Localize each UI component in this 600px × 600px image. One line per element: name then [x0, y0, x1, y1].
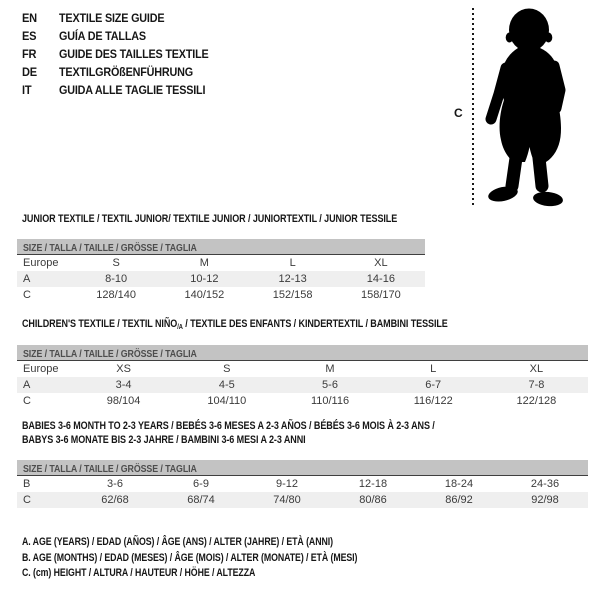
language-code: ES: [22, 29, 37, 43]
size-cell: 116/122: [413, 395, 453, 407]
junior-table-title: [22, 213, 397, 227]
size-cell: 68/74: [187, 494, 215, 506]
row-label: C: [23, 494, 31, 506]
size-cell: 14-16: [366, 273, 395, 285]
table-title-segment: JUNIOR TEXTILE / TEXTIL JUNIOR/ TEXTILE JUNIOR / JUNIORTEXTIL / JUNIOR TESSILE: [22, 213, 398, 225]
size-cell: M: [325, 363, 335, 375]
language-title: GUÍA DE TALLAS: [59, 29, 146, 43]
size-cell: 158/170: [360, 289, 401, 301]
table-row-c: [17, 492, 588, 508]
table-row-a: [17, 271, 425, 287]
size-cell: 8-10: [105, 273, 128, 285]
row-label: A: [23, 379, 31, 391]
junior-size-table: [17, 239, 425, 303]
row-label: C: [23, 289, 31, 301]
size-cell: 10-12: [190, 273, 219, 285]
language-row: [22, 63, 225, 81]
row-label: Europe: [23, 363, 59, 375]
table-row-c: [17, 287, 425, 303]
legend-line: A. AGE (YEARS) / EDAD (AÑOS) / ÂGE (ANS) / ALTER (JAHRE) / ETÀ (ANNI): [22, 536, 333, 548]
size-cell: 24-36: [530, 478, 560, 490]
measure-legend: [22, 535, 441, 582]
height-measure-label: C: [454, 106, 463, 120]
babies-size-table: [17, 460, 588, 508]
size-header-bar: [17, 345, 588, 361]
junior-table-rows: [17, 255, 425, 303]
size-cell: XS: [116, 363, 131, 375]
language-row: [22, 81, 225, 99]
size-cell: 122/128: [516, 395, 557, 407]
size-cell: S: [223, 363, 231, 375]
size-cell: 7-8: [528, 379, 545, 391]
row-label: C: [23, 395, 31, 407]
row-label: A: [23, 273, 31, 285]
table-row-a: [17, 377, 588, 393]
size-cell: 110/116: [310, 395, 350, 407]
size-cell: 80/86: [359, 494, 387, 506]
size-cell: L: [430, 363, 437, 375]
size-cell: 92/98: [531, 494, 559, 506]
row-label: B: [23, 478, 31, 490]
table-title-segment: CHILDREN'S TEXTILE / TEXTIL NIÑO: [22, 318, 178, 330]
size-cell: 5-6: [322, 379, 338, 391]
language-row: [22, 45, 225, 63]
size-cell: 3-6: [107, 478, 123, 490]
table-title-line: [22, 434, 435, 448]
language-title: GUIDA ALLE TAGLIE TESSILI: [59, 83, 206, 97]
table-title-line: [22, 213, 397, 227]
size-cell: 9-12: [275, 478, 299, 490]
size-cell: 6-7: [425, 379, 442, 391]
size-header-label: SIZE / TALLA / TAILLE / GRÖSSE / TAGLIA: [23, 463, 197, 475]
table-row-b: [17, 476, 588, 492]
size-cell: 128/140: [96, 289, 136, 301]
language-code: FR: [22, 47, 37, 61]
size-cell: XL: [529, 363, 544, 375]
size-cell: S: [112, 257, 120, 269]
size-cell: 74/80: [273, 494, 301, 506]
size-cell: 98/104: [106, 395, 141, 407]
size-cell: 12-13: [278, 273, 307, 285]
language-title: TEXTILGRÖßENFÜHRUNG: [59, 65, 193, 79]
size-header-label: SIZE / TALLA / TAILLE / GRÖSSE / TAGLIA: [23, 348, 197, 360]
size-cell: 152/158: [272, 289, 313, 301]
language-code: IT: [22, 83, 32, 97]
size-cell: 18-24: [444, 478, 474, 490]
babies-table-title: [22, 420, 435, 447]
size-cell: M: [199, 257, 209, 269]
legend-line: C. (cm) HEIGHT / ALTURA / HAUTEUR / HÖHE / ALTEZZA: [22, 567, 256, 579]
table-title-line: [22, 420, 435, 434]
size-header-label: SIZE / TALLA / TAILLE / GRÖSSE / TAGLIA: [23, 242, 197, 254]
children-size-table: [17, 345, 588, 409]
language-code: EN: [22, 11, 37, 25]
size-cell: 140/152: [184, 289, 225, 301]
size-cell: 6-9: [193, 478, 209, 490]
size-cell: 62/68: [101, 494, 129, 506]
table-title-segment: BABYS 3-6 MONATE BIS 2-3 JAHRE / BAMBINI 3-6 MESI A 2-3 ANNI: [22, 433, 306, 446]
language-row: [22, 27, 225, 45]
row-label: Europe: [23, 257, 59, 269]
size-cell: 12-18: [358, 478, 388, 490]
height-measure-dashed-line: [472, 8, 474, 207]
legend-line: B. AGE (MONTHS) / EDAD (MESES) / ÂGE (MOIS) / ALTER (MONATE) / ETÀ (MESI): [22, 551, 358, 564]
size-header-bar: [17, 239, 425, 255]
babies-table-rows: [17, 476, 588, 508]
language-title: GUIDE DES TAILLES TEXTILE: [59, 47, 209, 61]
size-cell: XL: [374, 257, 388, 269]
size-cell: 4-5: [218, 379, 235, 391]
baby-silhouette-icon: [476, 0, 600, 215]
table-row-europe: [17, 361, 588, 377]
table-title-segment: BABIES 3-6 MONTH TO 2-3 YEARS / BEBÉS 3-6 MESES A 2-3 AÑOS / BÉBÉS 3-6 MOIS À 2-3 ANS /: [22, 420, 435, 432]
table-title-segment: /A: [177, 324, 183, 331]
table-row-c: [17, 393, 588, 409]
size-cell: L: [289, 257, 296, 269]
language-code: DE: [22, 65, 37, 79]
size-header-bar: [17, 460, 588, 476]
size-cell: 104/110: [207, 395, 247, 407]
size-cell: 86/92: [445, 494, 473, 506]
language-row: [22, 9, 225, 27]
children-table-title: [22, 318, 448, 335]
size-cell: 3-4: [115, 379, 132, 391]
children-table-rows: [17, 361, 588, 409]
table-row-europe: [17, 255, 425, 271]
table-title-line: [22, 318, 448, 335]
language-list: [22, 9, 225, 99]
table-title-segment: / TEXTILE DES ENFANTS / KINDERTEXTIL / BAMBINI TESSILE: [182, 318, 448, 330]
language-title: TEXTILE SIZE GUIDE: [59, 11, 165, 25]
